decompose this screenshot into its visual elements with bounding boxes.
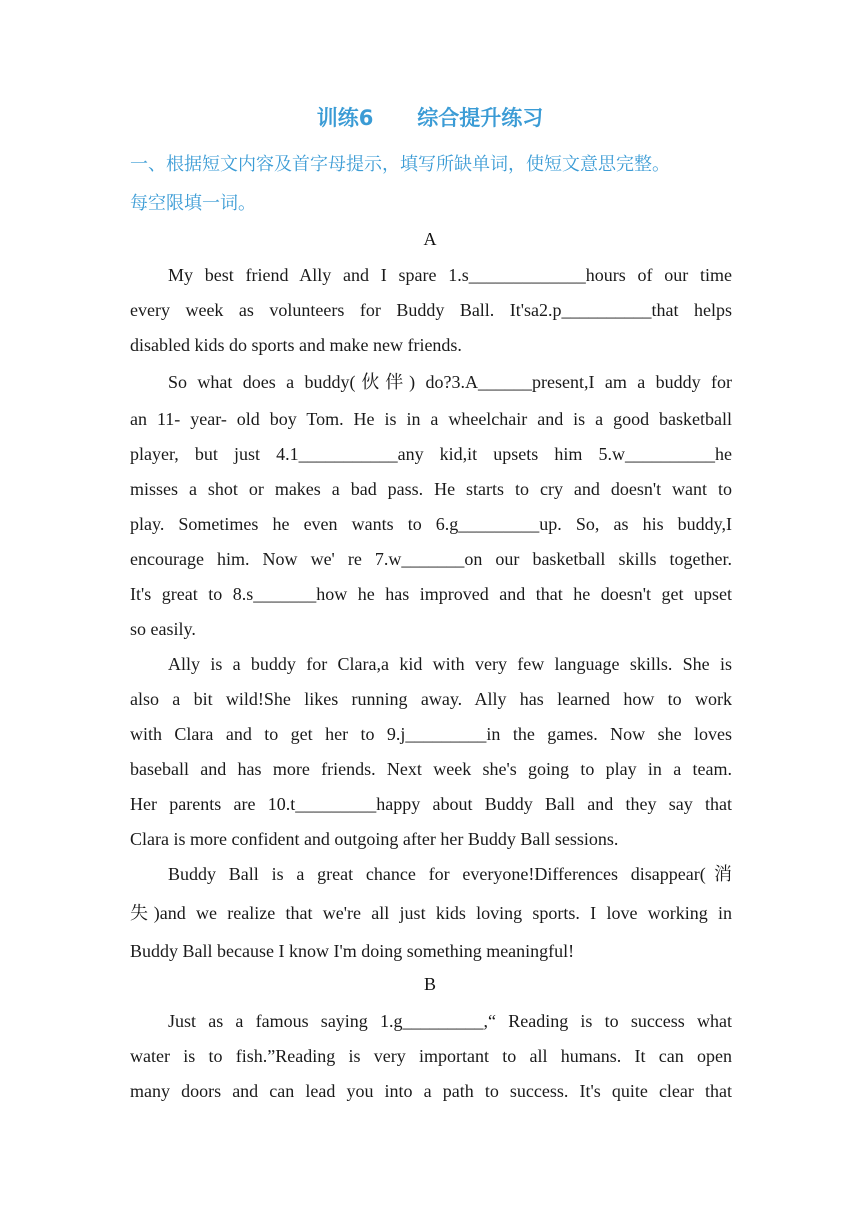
instruction-line-1: 一、根据短文内容及首字母提示，填写所缺单词，使短文意思完整。 <box>130 154 670 175</box>
passage-a-line-20: Buddy Ball because I know I'm doing something meaningful! <box>130 941 575 961</box>
passage-a-line-12: Ally is a buddy for Clara,a kid with very few language skills. She is <box>168 654 732 674</box>
passage-a-line-1: My best friend Ally and I spare 1.s_____________hours of our time <box>168 265 732 285</box>
instruction-line-2: 每空限填一词。 <box>130 193 256 214</box>
passage-a-line-4: So what does a buddy(伙伴) do?3.A______present,I am a buddy for <box>168 372 732 392</box>
section-b-label: B <box>423 974 436 994</box>
passage-b-line-1: Just as a famous saying 1.g_________,“ Reading is to success what <box>168 1011 732 1031</box>
passage-a-line-18: Buddy Ball is a great chance for everyone!Differences disappear(消 <box>168 864 732 884</box>
passage-a-line-15: baseball and has more friends. Next week she's going to play in a team. <box>130 759 732 779</box>
passage-a-line-5: an 11- year- old boy Tom. He is in a wheelchair and is a good basketball <box>130 409 732 429</box>
passage-a-line-6: player, but just 4.1___________any kid,it upsets him 5.w__________he <box>130 444 732 464</box>
passage-a-line-17: Clara is more confident and outgoing after her Buddy Ball sessions. <box>130 829 619 849</box>
passage-a-line-10: It's great to 8.s_______how he has improved and that he doesn't get upset <box>130 584 732 604</box>
passage-a-line-2: every week as volunteers for Buddy Ball. It'sa2.p__________that helps <box>130 300 732 320</box>
page-title: 训练6 综合提升练习 <box>316 106 544 130</box>
passage-a-line-3: disabled kids do sports and make new friends. <box>130 335 462 355</box>
passage-a-line-11: so easily. <box>130 619 196 639</box>
passage-a-line-16: Her parents are 10.t_________happy about Buddy Ball and they say that <box>130 794 732 814</box>
section-a-label: A <box>423 229 437 249</box>
passage-a-line-19: 失)and we realize that we're all just kids loving sports. I love working in <box>130 903 732 923</box>
passage-b-line-2: water is to fish.”Reading is very important to all humans. It can open <box>130 1046 732 1066</box>
passage-a-line-9: encourage him. Now we' re 7.w_______on our basketball skills together. <box>130 549 732 569</box>
passage-b-line-3: many doors and can lead you into a path to success. It's quite clear that <box>130 1081 732 1101</box>
passage-a-line-7: misses a shot or makes a bad pass. He starts to cry and doesn't want to <box>130 479 732 499</box>
passage-a-line-14: with Clara and to get her to 9.j_________in the games. Now she loves <box>130 724 732 744</box>
passage-a-line-13: also a bit wild!She likes running away. Ally has learned how to work <box>130 689 732 709</box>
passage-a-line-8: play. Sometimes he even wants to 6.g_________up. So, as his buddy,I <box>130 514 732 534</box>
